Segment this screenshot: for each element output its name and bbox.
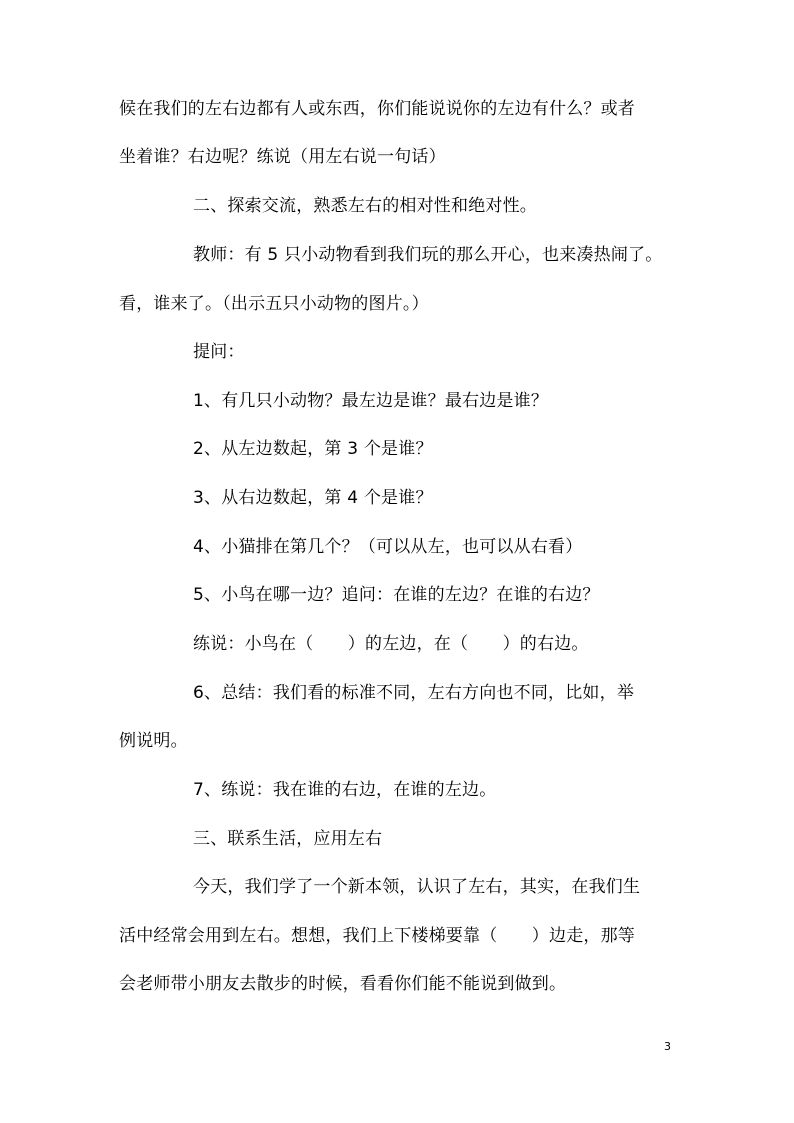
text-line-17: 今天，我们学了一个新本领，认识了左右，其实，在我们生 xyxy=(193,877,641,897)
text-line-1: 候在我们的左右边都有人或东西，你们能说说你的左边有什么？或者 xyxy=(119,99,635,119)
question-heading: 提问： xyxy=(193,342,245,362)
practice-sentence: 练说：小鸟在（ ）的左边，在（ ）的右边。 xyxy=(193,634,589,654)
question-item-2: 2、从左边数起，第 3 个是谁？ xyxy=(193,439,433,459)
text-line-4: 教师：有 5 只小动物看到我们玩的那么开心，也来凑热闹了。 xyxy=(193,245,663,265)
question-item-4: 4、小猫排在第几个？（可以从左，也可以从右看） xyxy=(193,537,583,557)
question-item-7: 7、练说：我在谁的右边，在谁的左边。 xyxy=(193,780,497,800)
text-line-2: 坐着谁？右边呢？练说（用左右说一句话） xyxy=(119,147,446,167)
question-item-1: 1、有几只小动物？最左边是谁？最右边是谁？ xyxy=(193,391,549,411)
text-line-14: 例说明。 xyxy=(119,731,188,751)
question-item-5: 5、小鸟在哪一边？追问：在谁的左边？在谁的右边？ xyxy=(193,585,600,605)
section-heading-2: 二、探索交流，熟悉左右的相对性和绝对性。 xyxy=(193,196,537,216)
question-item-3: 3、从右边数起，第 4 个是谁？ xyxy=(193,488,433,508)
page-number: 3 xyxy=(664,1040,671,1053)
section-heading-3: 三、联系生活，应用左右 xyxy=(193,829,383,849)
text-line-19: 会老师带小朋友去散步的时候，看看你们能不能说到做到。 xyxy=(119,974,567,994)
question-item-6: 6、总结：我们看的标准不同，左右方向也不同，比如，举 xyxy=(193,683,635,703)
text-line-18: 活中经常会用到左右。想想，我们上下楼梯要靠（ ）边走，那等 xyxy=(119,926,635,946)
text-line-5: 看，谁来了。（出示五只小动物的图片。） xyxy=(119,294,429,314)
